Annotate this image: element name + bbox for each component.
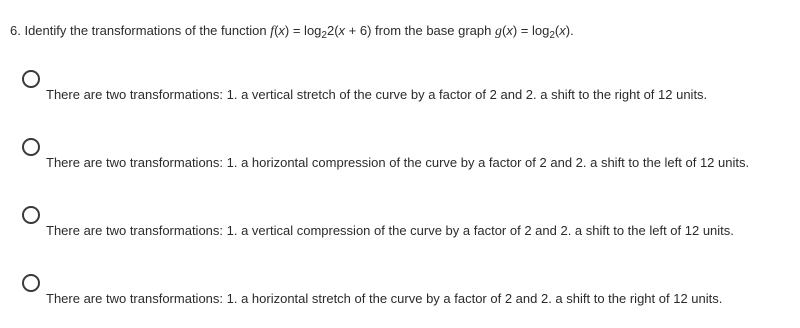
answer-option-1-text[interactable]: There are two transformations: 1. a vertical stretch of the curve by a factor of 2 and 2. a shift to the right of 12 units. bbox=[46, 87, 708, 102]
function-g-name: g bbox=[494, 24, 502, 39]
function-f-name: f bbox=[270, 24, 275, 39]
function-g-base: 2 bbox=[549, 30, 555, 41]
function-g-open: ( bbox=[501, 23, 507, 38]
question-text bbox=[10, 22, 574, 41]
answer-option-2[interactable] bbox=[20, 138, 780, 178]
function-f-open: ( bbox=[274, 23, 279, 38]
function-f-arg-open: 2( bbox=[326, 23, 339, 38]
function-f-eq: ) = log bbox=[284, 23, 322, 38]
answer-option-3[interactable] bbox=[20, 206, 780, 246]
function-g-var: x bbox=[506, 23, 513, 38]
radio-button-option-3[interactable] bbox=[22, 206, 40, 224]
answer-option-4-text[interactable]: There are two transformations: 1. a horizontal stretch of the curve by a factor of 2 and 2. a shift to the right of 12 units. bbox=[46, 291, 723, 306]
answer-option-3-text[interactable]: There are two transformations: 1. a vertical compression of the curve by a factor of 2 and 2. a shift to the left of 12 units. bbox=[46, 223, 734, 238]
function-g-arg-close: ). bbox=[565, 23, 574, 38]
answer-option-2-text[interactable]: There are two transformations: 1. a horizontal compression of the curve by a factor of 2 and 2. a shift to the left of 12 units. bbox=[46, 155, 750, 170]
radio-button-option-1[interactable] bbox=[22, 70, 40, 88]
question-middle: from the base graph bbox=[371, 23, 495, 38]
function-f-arg-var: x bbox=[338, 23, 346, 38]
function-g-arg-var: x bbox=[559, 23, 566, 38]
radio-button-option-4[interactable] bbox=[22, 274, 40, 292]
radio-button-option-2[interactable] bbox=[22, 138, 40, 156]
answer-option-1[interactable] bbox=[20, 70, 780, 110]
question-intro: Identify the transformations of the function bbox=[24, 23, 271, 38]
function-g-eq: ) = log bbox=[512, 23, 550, 38]
function-g-arg-open: ( bbox=[554, 23, 560, 38]
function-f-arg-close: + 6) bbox=[345, 23, 372, 38]
function-f-var: x bbox=[278, 23, 285, 38]
question-number: 6. bbox=[10, 23, 21, 38]
function-f-base: 2 bbox=[321, 30, 327, 41]
answer-option-4[interactable] bbox=[20, 274, 780, 314]
